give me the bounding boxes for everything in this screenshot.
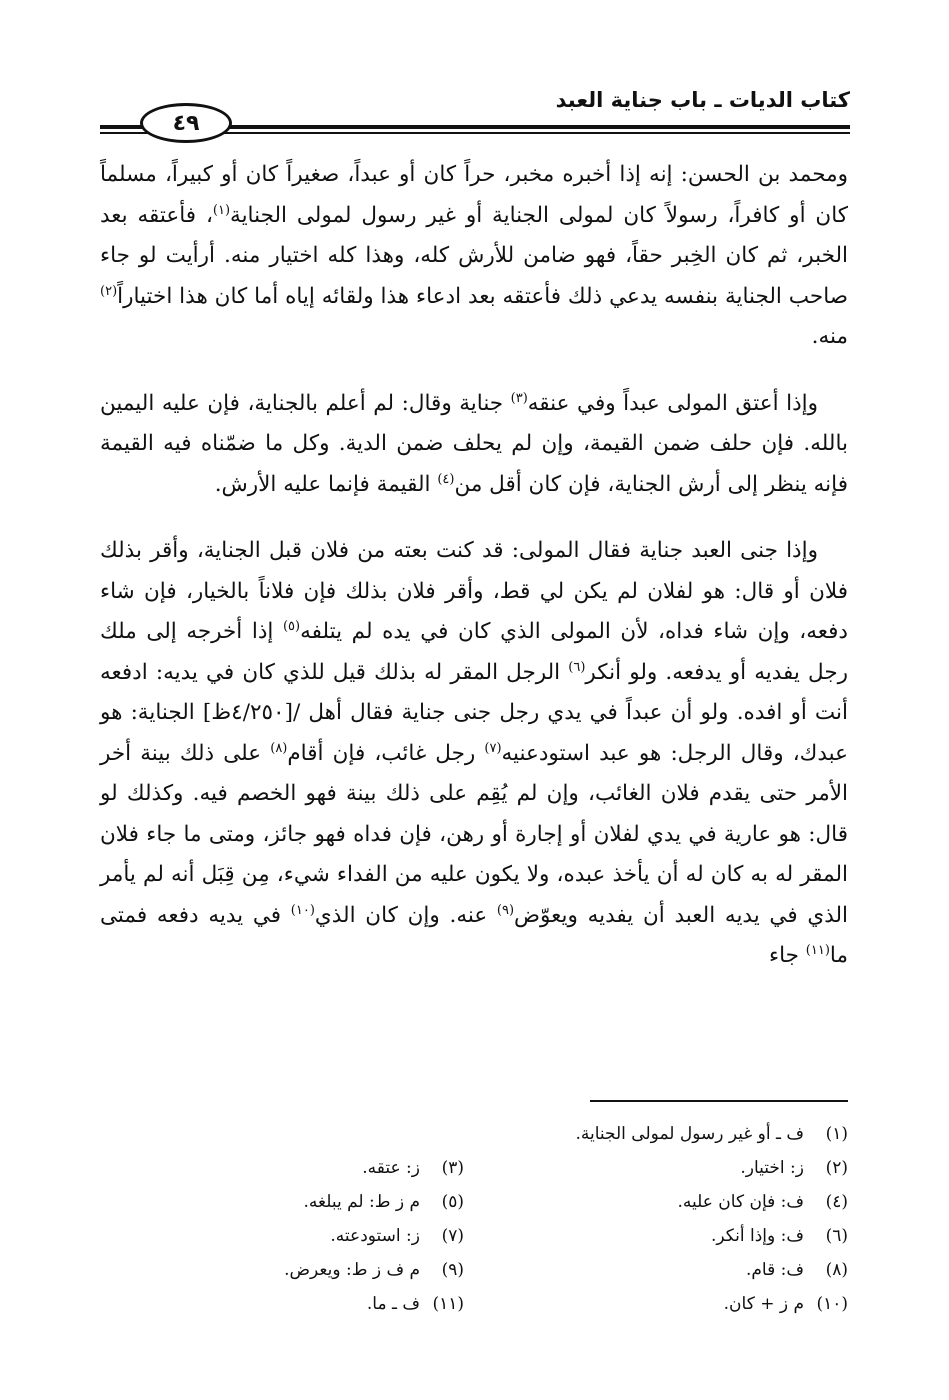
footnote-marker: (٢): [100, 283, 118, 299]
footnote-marker: (٩): [496, 902, 515, 918]
text-segment: في يديه دفعه فمتى ما: [100, 902, 848, 968]
footnote-item: [100, 1256, 464, 1285]
footnote-text: م ز ط: لم يبلغه.: [303, 1192, 420, 1212]
text-segment: وإذا أعتق المولى عبداً وفي عنقه: [527, 390, 818, 416]
footnote-item: [484, 1222, 848, 1251]
page-number: ٤٩: [172, 110, 200, 136]
footnote-text: ز: استودعته.: [330, 1226, 420, 1246]
footnote-number: (١): [825, 1124, 848, 1144]
footnote-marker: (٥): [282, 618, 301, 634]
running-title: كتاب الديات ـ باب جناية العبد: [555, 88, 850, 112]
footnotes: [100, 1120, 848, 1319]
text-segment: وإذا جنى العبد جناية فقال المولى: قد كنت بعته من فلان قبل الجناية، وأقر بذلك فلان أو قال: هو لفلان لم يكن لي قط، وأقر فلان بذلك فإن فلاناً بالخيار، فإن شاء دفعه، وإن شاء فداه، لأن المولى الذي كان في يده لم يتلفه: [100, 538, 849, 644]
text-segment: على ذلك بينة أخر الأمر حتى يقدم فلان الغائب، وإن لم يُقِم على ذلك بينة فهو الخصم فيه. وكذلك لو قال: هو عارية في يدي لفلان أو إجارة أو رهن، فإن فداه فهو جائز، ومتى ما جاء فلان المقر له به كان له أن يأخذ عبده، ولا يكون عليه من الفداء شيء، مِن قِبَل أنه لم يأمر الذي في يديه العبد أن يفديه ويعوّض: [100, 740, 848, 928]
text-segment: منه.: [811, 324, 848, 349]
footnote-marker: (٤): [437, 471, 455, 487]
footnote-marker: (٨): [270, 740, 288, 756]
footnote-item: [484, 1290, 848, 1319]
footnote-item: [484, 1188, 848, 1217]
page-number-badge: [140, 103, 232, 143]
footnote-marker: (٣): [510, 390, 528, 406]
footnote-text: م ف ز ط: ويعرض.: [284, 1260, 420, 1280]
footnote-number: (١١): [432, 1294, 464, 1314]
footnote-item: [100, 1290, 464, 1319]
footnote-text: م ز + كان.: [723, 1294, 804, 1314]
text-segment: ومحمد بن الحسن: إنه إذا أخبره مخبر، حراً كان أو عبداً، صغيراً كان أو كبيراً، مسلماً كان أو كافراً، رسولاً كان لمولى الجناية أو غير رسول لمولى الجناية: [100, 162, 848, 228]
footnote-item: [100, 1154, 464, 1183]
footnote-marker: (١٠): [290, 902, 315, 918]
footnote-number: (٣): [441, 1158, 464, 1178]
footnote-marker: (١١): [805, 942, 830, 958]
footnote-number: (١٠): [816, 1294, 848, 1314]
text-segment: القيمة فإنما عليه الأرش.: [214, 471, 438, 497]
text-segment: رجل غائب، فإن أقام: [287, 740, 485, 766]
text-segment: ، فأعتقه بعد الخبر، ثم كان الخِبر حقاً، فهو ضامن للأرش كله، وهذا كله اختيار منه. أرأيت لو جاء صاحب الجناية بنفسه يدعي ذلك فأعتقه بعد ادعاء هذا ولقائه إياه أما كان هذا اختياراً: [100, 202, 848, 309]
main-text: [100, 155, 848, 1003]
page-header: [100, 80, 850, 140]
paragraph: [100, 531, 848, 977]
footnote-separator: [590, 1100, 848, 1102]
paragraph: [100, 155, 848, 358]
footnote-text: ف: فإن كان عليه.: [677, 1192, 804, 1212]
footnote-text: ز: عتقه.: [362, 1158, 420, 1178]
text-segment: الرجل المقر له بذلك قيل للذي كان في يديه: ادفعه أنت أو افده. ولو أن عبداً في يدي رجل جنى جناية فقال أهل /[٤/٢٥٠ظ] الجناية: هو عبدك، وقال الرجل: هو عبد استودعنيه: [100, 659, 848, 766]
footnote-item: [484, 1154, 848, 1183]
footnote-number: (٨): [825, 1260, 848, 1280]
text-segment: جاء: [769, 943, 806, 968]
footnote-text: ف ـ أو غير رسول لمولى الجناية.: [575, 1124, 804, 1144]
footnote-item: [100, 1120, 848, 1149]
footnote-item: [100, 1222, 464, 1251]
text-segment: إذا أخرجه إلى ملك رجل يفديه أو يدفعه. ولو أنكر: [100, 619, 848, 685]
footnote-marker: (٧): [484, 740, 502, 756]
footnote-marker: (٦): [568, 659, 586, 675]
footnote-text: ف ـ ما.: [366, 1294, 420, 1314]
footnote-number: (٤): [825, 1192, 848, 1212]
footnote-number: (٧): [441, 1226, 464, 1246]
footnote-item: [100, 1188, 464, 1217]
footnote-text: ف: قام.: [746, 1260, 804, 1280]
footnote-text: ف: وإذا أنكر.: [710, 1226, 804, 1246]
footnote-number: (٢): [825, 1158, 848, 1178]
text-segment: عنه. وإن كان الذي: [314, 902, 497, 928]
paragraph: [100, 384, 848, 506]
footnote-number: (٥): [441, 1192, 464, 1212]
footnote-marker: (١): [212, 202, 231, 218]
footnote-item: [484, 1256, 848, 1285]
footnote-number: (٩): [441, 1260, 464, 1280]
footnote-number: (٦): [825, 1226, 848, 1246]
footnote-text: ز: اختيار.: [740, 1158, 804, 1178]
text-segment: جناية وقال: لم أعلم بالجناية، فإن عليه اليمين بالله. فإن حلف ضمن القيمة، وإن لم يحلف ضمن الدية. وكل ما ضمّناه فيه القيمة فإنه ينظر إلى أرش الجناية، فإن كان أقل من: [100, 390, 848, 497]
